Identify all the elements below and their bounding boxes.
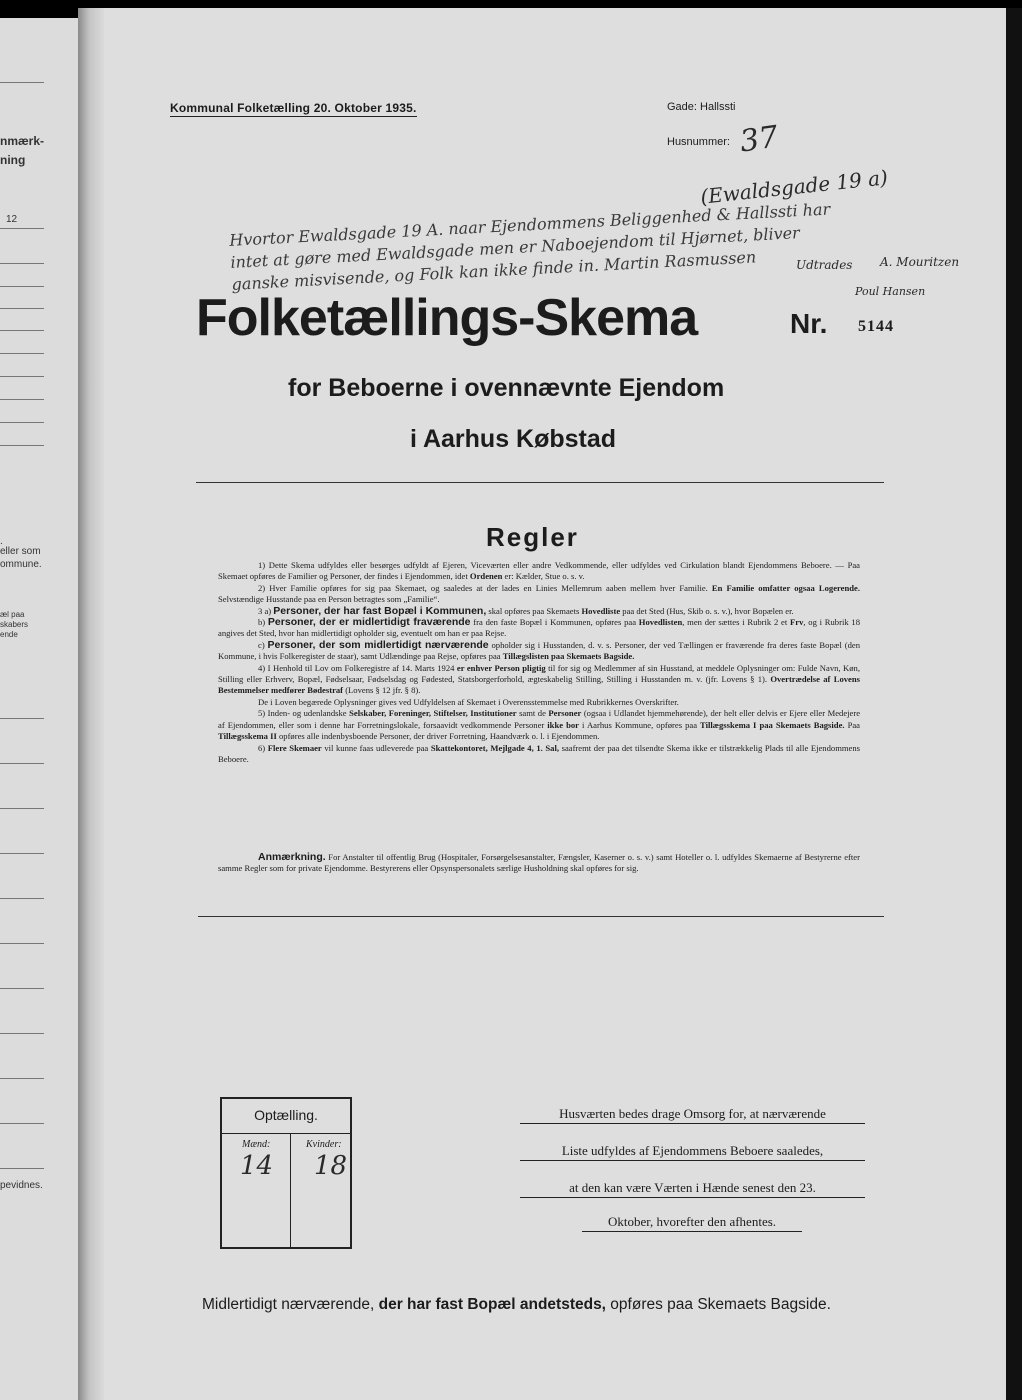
handwritten-signature: Udtrades xyxy=(796,258,853,272)
divider xyxy=(196,482,884,483)
handwritten-signature: A. Mouritzen xyxy=(880,255,960,269)
rules-heading: Regler xyxy=(486,522,579,552)
form-subtitle: for Beboerne i ovennævnte Ejendom xyxy=(288,374,725,402)
footer-part-bold: der har fast Bopæl andetsteds, xyxy=(378,1296,606,1313)
remark-paragraph: Anmærkning. For Anstalter til offentlig Brug (Hospitaler, Forsørgelsesanstalter, Fængsler, Kaserner o. s. v.) samt Hoteller o. l. udfyldes Skemaerne af Bestyrerne efter samme Regler som for private Ejendomme. Bestyrerens eller Opsynspersonalets særlige Husholdning skal opføres for sig. xyxy=(218,851,860,874)
footer-instruction xyxy=(202,1296,831,1314)
rules-text: 1) Dette Skema udfyldes eller besørges udfyldt af Ejeren, Viceværten eller andre Vedkommende, eller udfyldes ved Cirkulation blandt Ejendommens Beboere. — Paa Skemaet opføres de Familier og Personer, der findes i Ejendommen, idet Ordenen er: Kælder, Stue o. s. v. 2) Hver Familie opføres for sig paa Skemaet, og saaledes at der lades en Linies Mellemrum aaben mellem hver Familie. En Familie omfatter ogsaa Logerende. Selvstændige Husstande paa en Person betragtes som „Familie“. 3 a) Personer, der har fast Bopæl i Kommunen, skal opføres paa Skemaets Hovedliste paa det Sted (Hus, Skib o. s. v.), hvor Bopælen er. b) Personer, der er midlertidigt fraværende fra den faste Bopæl i Kommunen, opføres paa Hovedlisten, men der sættes i Rubrik 2 et Frv, og i Rubrik 18 angives det Sted, hvor han midlertidigt opholder sig, eventuelt om han er paa Rejse. c) Personer, der som midlertidigt nærværende opholder sig i Husstanden, d. v. s. Personer, der ved Tællingen er fraværende fra deres faste Bopæl (den Kommune, i hvis Folkeregister de staar), samt Udlændinge paa Rejse, opføres paa Tillægslisten paa Skemaets Bagside. 4) I Henhold til Lov om Folkeregistre af 14. Marts 1924 er enhver Person pligtig til for sig og Medlemmer af sin Husstand, at meddele Oplysninger om: Fulde Navn, Køn, Stilling eller Erhverv, Bopæl, Fødselsaar, Fødselsdag og Fødested, Statsborgerforhold, ægteskabelig Stilling, Stilling i Husstanden m. v. (jfr. Lovens § 1). Overtrædelse af Lovens Bestemmelser medfører Bødestraf (Lovens § 12 jfr. § 8). De i Loven begærede Oplysninger gives ved Udfyldelsen af Skemaet i Overensstemmelse med Rubrikkernes Overskrifter. 5) Inden- og udenlandske Selskaber, Foreninger, Stiftelser, Institutioner samt de Personer (ogsaa i Udlandet hjemmehørende), der helt eller delvis er Ejere eller Medejere af Ejendommen, eller som i denne har Forretningslokale, forsaavidt vedkommende Personer ikke bor i Aarhus Kommune, opføres paa Tillægsskema I paa Skemaets Bagside. Paa Tillægsskema II opføres alle indenbysboende Personer, der driver Forretning, Haandværk o. l. i Ejendommen. 6) Flere Skemaer vil kunne faas udleverede paa Skattekontoret, Mejlgade 4, 1. Sal, saafremt der paa det tilsendte Skema ikke er tilstrækkelig Plads til alle Ejendommens Beboere. xyxy=(218,560,861,764)
form-number-label: Nr. xyxy=(790,308,828,339)
street-value: Hallssti xyxy=(700,101,736,113)
street-field xyxy=(667,101,735,113)
book-spine xyxy=(78,8,106,1400)
footer-part: opføres paa Skemaets Bagside. xyxy=(606,1296,831,1313)
left-fragment: pevidnes. xyxy=(0,1180,43,1191)
men-count: 14 xyxy=(240,1151,274,1181)
form-number-value: 5144 xyxy=(858,318,894,335)
left-fragment: nmærk- xyxy=(0,134,45,148)
handwritten-address-note: (Ewaldsgade 19 a) xyxy=(699,165,889,209)
notice-line: Husværten bedes drage Omsorg for, at nærværende xyxy=(520,1106,865,1124)
left-fragment: eller som xyxy=(0,546,41,557)
left-fragment: 12 xyxy=(6,214,18,225)
left-fragment: skabers xyxy=(0,620,29,629)
count-box-caption: Optælling. xyxy=(254,1107,318,1123)
form-title: Folketællings-Skema xyxy=(196,289,698,347)
previous-page-edge xyxy=(0,18,80,1400)
left-fragment: ende xyxy=(0,630,18,639)
left-fragment: ommune. xyxy=(0,559,42,570)
women-count: 18 xyxy=(314,1151,348,1181)
handwritten-remark-text: Hvortor Ewaldsgade 19 A. naar Ejendommens Beliggenhed & Hallssti har intet at gøre med Ewaldsgade men er Naboejendom til Hjørnet, bliver ganske misvisende, og Folk kan ikke finde in. Martin Rasmussen xyxy=(228,199,831,294)
house-number-label: Husnummer: xyxy=(667,136,730,148)
notice-line: Oktober, hvorefter den afhentes. xyxy=(582,1214,802,1232)
count-box xyxy=(220,1097,352,1249)
notice-line: Liste udfyldes af Ejendommens Beboere saaledes, xyxy=(520,1143,865,1161)
women-label: Kvinder: xyxy=(306,1139,342,1150)
census-title: Kommunal Folketælling 20. Oktober 1935. xyxy=(170,101,417,115)
divider xyxy=(198,916,884,917)
form-subtitle-city: i Aarhus Købstad xyxy=(410,425,617,453)
page-edge xyxy=(1006,8,1022,1400)
footer-part: Midlertidigt nærværende, xyxy=(202,1296,379,1313)
notice-line: at den kan være Værten i Hænde senest den 23. xyxy=(520,1180,865,1198)
street-label: Gade: xyxy=(667,101,697,113)
left-fragment: . xyxy=(0,536,3,547)
men-label: Mænd: xyxy=(242,1139,271,1150)
left-fragment: ning xyxy=(0,153,26,167)
house-number-value: 37 xyxy=(737,119,781,160)
handwritten-signature: Poul Hansen xyxy=(855,285,926,298)
left-fragment: æl paa xyxy=(0,610,25,619)
